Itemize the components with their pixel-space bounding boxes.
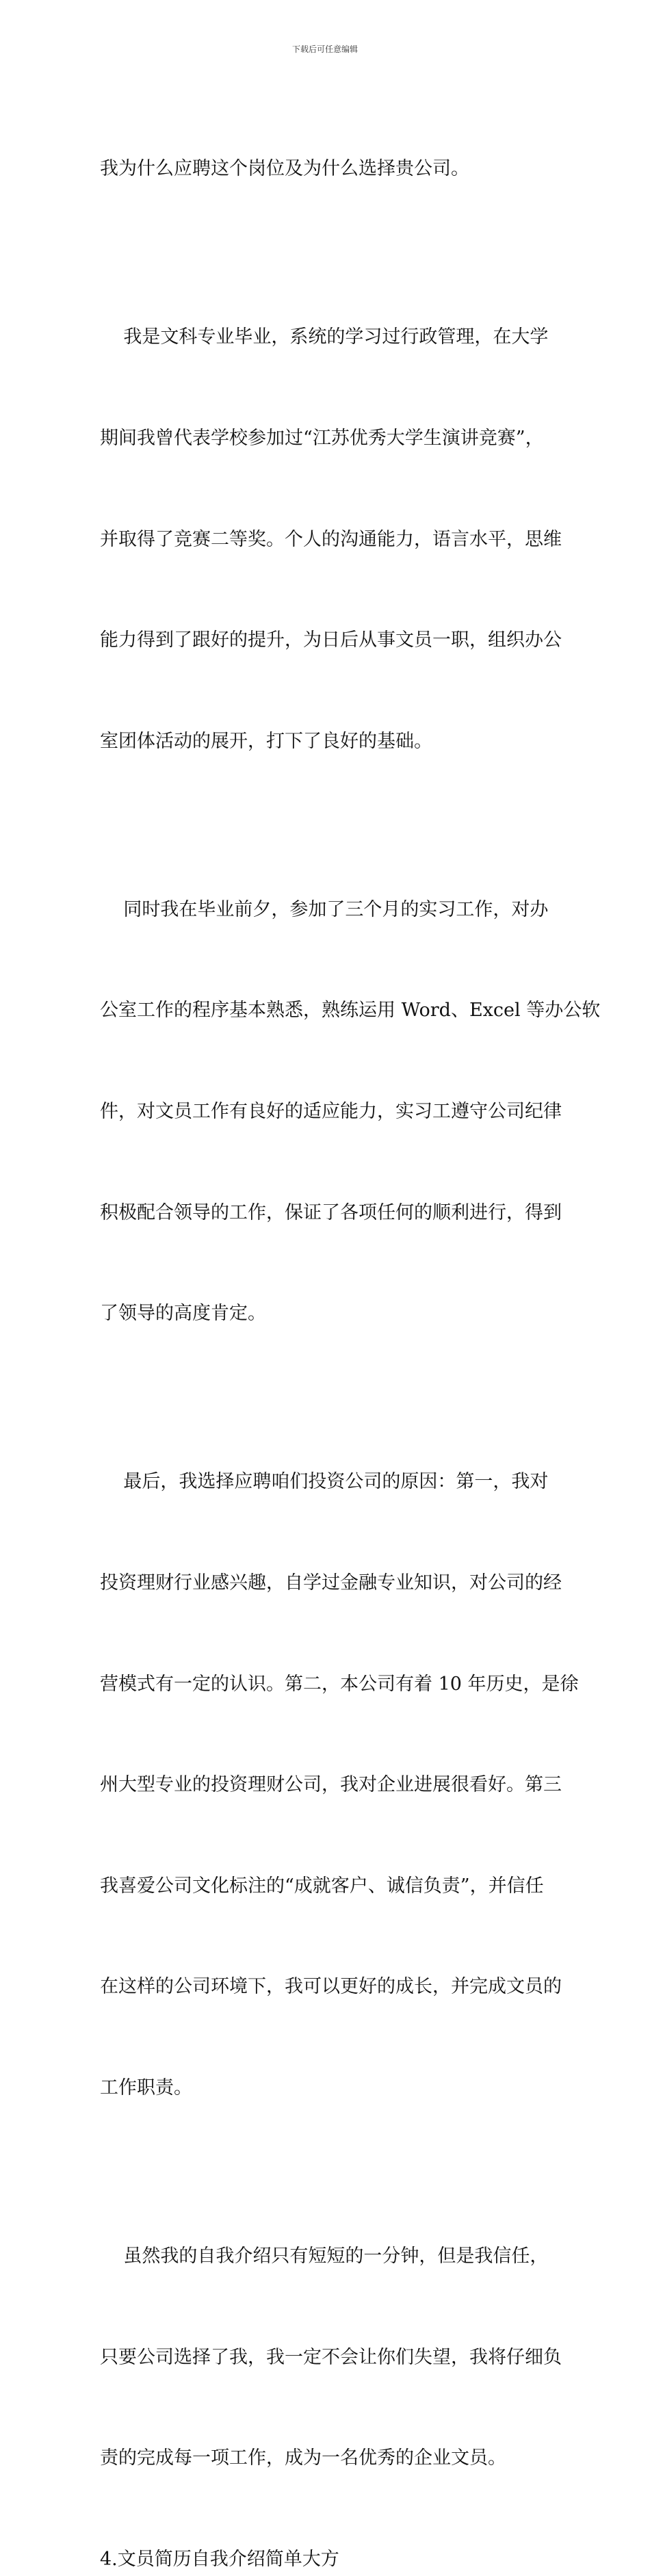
text-line: 工作职责。	[100, 2077, 192, 2098]
text-line: 虽然我的自我介绍只有短短的一分钟，但是我信任，	[100, 2246, 549, 2267]
paragraph-2	[100, 253, 562, 825]
paragraph-3	[100, 825, 601, 1397]
text-line: 责的完成每一项工作，成为一名优秀的企业文员。	[100, 2447, 506, 2469]
section-heading: 4.文员简历自我介绍简单大方	[100, 2548, 339, 2570]
page-header-note: 下载后可任意编辑	[291, 44, 358, 54]
text-line: 在这样的公司环境下，我可以更好的成长，并完成文员的	[100, 1976, 562, 1998]
text-line: 同时我在毕业前夕，参加了三个月的实习工作，对办	[100, 898, 549, 920]
text-line: 投资理财行业感兴趣，自学过金融专业知识，对公司的经	[100, 1572, 562, 1593]
text-line: 室团体活动的展开，打下了良好的基础。	[100, 730, 432, 752]
text-line: 我是文科专业毕业，系统的学习过行政管理，在大学	[100, 326, 549, 348]
text-line: 了领导的高度肯定。	[100, 1303, 266, 1325]
paragraph-5	[100, 2172, 562, 2542]
text-line: 只要公司选择了我，我一定不会让你们失望，我将仔细负	[100, 2346, 562, 2368]
paragraph-4	[100, 1398, 579, 2172]
text-line: 期间我曾代表学校参加过“江苏优秀大学生演讲竞赛”，	[100, 428, 544, 450]
text-line: 我为什么应聘这个岗位及为什么选择贵公司。	[100, 158, 469, 180]
text-line: 我喜爱公司文化标注的“成就客户、诚信负责”，并信任	[100, 1875, 544, 1897]
text-line: 件，对文员工作有良好的适应能力，实习工遵守公司纪律	[100, 1101, 562, 1123]
text-line: 州大型专业的投资理财公司，我对企业进展很看好。第三	[100, 1774, 562, 1796]
text-line: 公室工作的程序基本熟悉，熟练运用 Word、Excel 等办公软	[100, 1000, 601, 1022]
paragraph-1	[100, 85, 551, 253]
text-line: 最后，我选择应聘咱们投资公司的原因：第一，我对	[100, 1471, 549, 1493]
text-line: 营模式有一定的认识。第二，本公司有着 10 年历史，是徐	[100, 1673, 579, 1695]
text-line: 积极配合领导的工作，保证了各项任何的顺利进行，得到	[100, 1201, 562, 1223]
document-body	[100, 85, 601, 2576]
text-line: 并取得了竞赛二等奖。个人的沟通能力，语言水平，思维	[100, 528, 562, 550]
text-line: 能力得到了跟好的提升，为日后从事文员一职，组织办公	[100, 629, 562, 651]
